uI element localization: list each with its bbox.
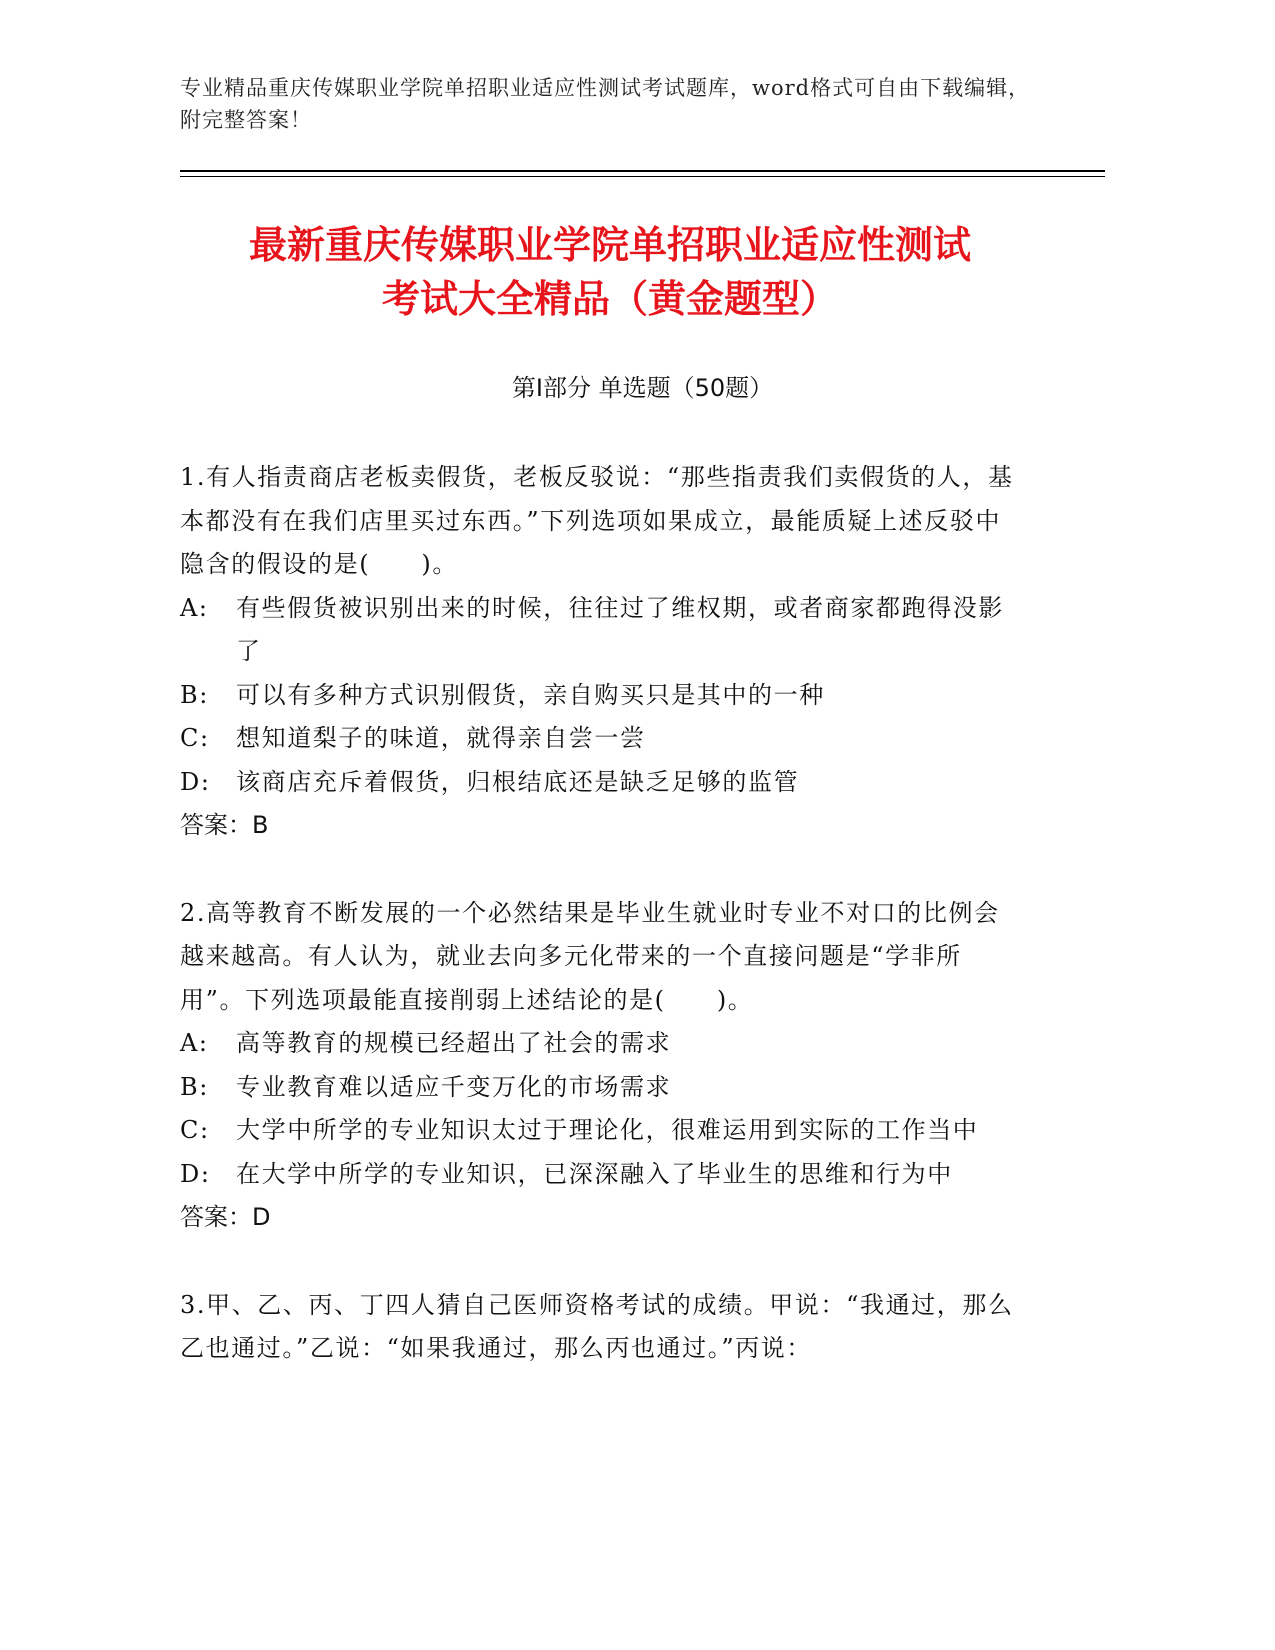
option-key: B:	[180, 680, 209, 709]
document-title-line-1: 最新重庆传媒职业学院单招职业适应性测试	[248, 223, 971, 267]
option-text: 在大学中所学的专业知识，已深深融入了毕业生的思维和行为中	[236, 1159, 953, 1188]
question-2-option-b	[180, 1066, 1020, 1110]
document-title-line-2: 考试大全精品（黄金题型）	[381, 277, 838, 321]
option-text: 想知道梨子的味道，就得亲自尝一尝	[236, 724, 646, 752]
option-text: 高等教育的规模已经超出了社会的需求	[236, 1029, 672, 1057]
question-1-text: 1.有人指责商店老板卖假货，老板反驳说：“那些指责我们卖假货的人，基本都没有在我们店里买过东西。”下列选项如果成立，最能质疑上述反驳中隐含的假设的是( )。	[180, 463, 1014, 578]
question-1-option-b	[180, 674, 1020, 718]
question-2-option-d	[180, 1153, 1020, 1197]
question-1-option-a	[180, 587, 1020, 674]
question-1	[180, 456, 1020, 848]
question-3	[180, 1284, 1020, 1371]
question-1-option-d	[180, 761, 1020, 805]
option-key: A:	[180, 593, 209, 622]
option-key: C:	[180, 724, 210, 752]
question-2-option-c	[180, 1109, 1020, 1153]
option-key: D:	[180, 1159, 211, 1188]
option-key: A:	[180, 1029, 209, 1057]
question-1-option-c	[180, 717, 1020, 761]
option-text: 该商店充斥着假货，归根结底还是缺乏足够的监管	[236, 767, 800, 796]
option-text: 可以有多种方式识别假货，亲自购买只是其中的一种	[236, 680, 825, 709]
option-text: 大学中所学的专业知识太过于理论化，很难运用到实际的工作当中	[236, 1116, 979, 1144]
question-2	[180, 892, 1020, 1240]
question-3-text: 3.甲、乙、丙、丁四人猜自己医师资格考试的成绩。甲说：“我通过，那么乙也通过。”乙说：“如果我通过，那么丙也通过。”丙说：	[180, 1290, 1014, 1362]
header-rule-thin	[180, 176, 1105, 177]
question-2-answer: 答案：D	[180, 1203, 271, 1231]
question-2-option-a	[180, 1022, 1020, 1066]
section-title: 第Ⅰ部分 单选题（50题）	[511, 374, 774, 402]
header-note: 专业精品重庆传媒职业学院单招职业适应性测试考试题库，word格式可自由下载编辑，附完整答案！	[180, 76, 1031, 132]
question-2-text: 2.高等教育不断发展的一个必然结果是毕业生就业时专业不对口的比例会越来越高。有人认为，就业去向多元化带来的一个直接问题是“学非所用”。下列选项最能直接削弱上述结论的是( )。	[180, 898, 1000, 1014]
option-text: 专业教育难以适应千变万化的市场需求	[236, 1072, 672, 1101]
question-1-answer: 答案：B	[180, 811, 269, 839]
option-key: C:	[180, 1116, 210, 1144]
option-text: 有些假货被识别出来的时候，往往过了维权期，或者商家都跑得没影了	[236, 593, 1004, 665]
option-key: B:	[180, 1072, 209, 1101]
document-title	[160, 218, 1060, 326]
question-list	[180, 456, 1020, 1415]
header-rule-thick	[180, 170, 1105, 172]
option-key: D:	[180, 767, 211, 796]
